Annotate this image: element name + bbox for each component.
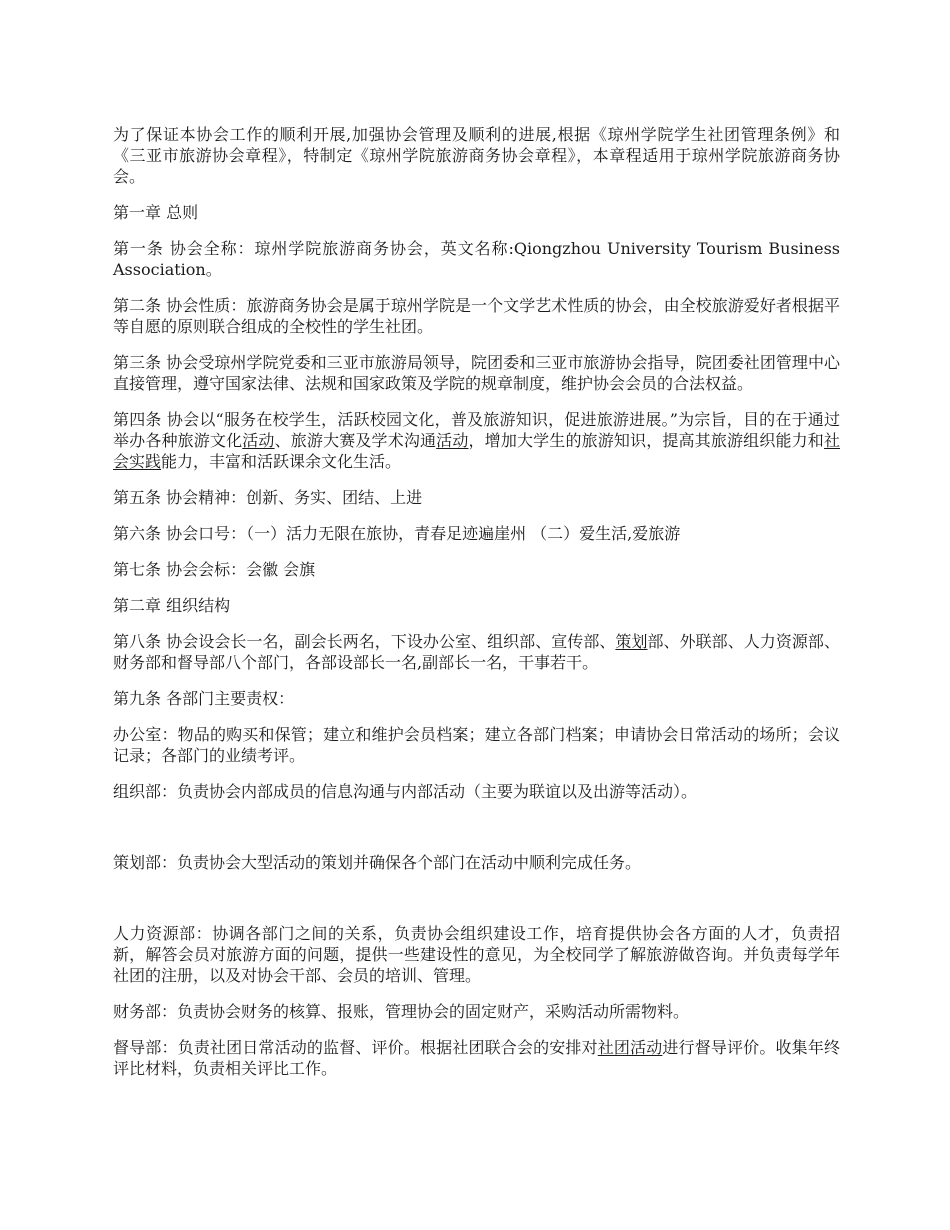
activity-link-2[interactable]: 活动 (436, 431, 469, 450)
article-1: 第一条 协会全称：琼州学院旅游商务协会，英文名称:Qiongzhou University Tourism Business Association。 (113, 239, 840, 279)
article-6: 第六条 协会口号：（一）活力无限在旅协，青春足迹遍崖州 （二）爱生活,爱旅游 (113, 524, 681, 543)
article-4 (113, 409, 840, 472)
article-4-text-3: ，增加大学生的旅游知识，提高其旅游组织能力和 (468, 431, 824, 450)
planning-dept-duties: 策划部：负责协会大型活动的策划并确保各个部门在活动中顺利完成任务。 (113, 853, 642, 872)
chapter-1-heading: 第一章 总则 (113, 203, 199, 222)
article-9: 第九条 各部门主要责权： (113, 689, 295, 708)
office-duties: 办公室：物品的购买和保管；建立和维护会员档案；建立各部门档案；申请协会日常活动的场所；会议记录；各部门的业绩考评。 (113, 725, 840, 765)
article-3: 第三条 协会受琼州学院党委和三亚市旅游局领导，院团委和三亚市旅游协会指导，院团委社团管理中心直接管理，遵守国家法律、法规和国家政策及学院的规章制度，维护协会会员的合法权益。 (113, 353, 840, 393)
club-activity-link[interactable]: 社团活动 (597, 1038, 663, 1057)
article-4-text-2: 、旅游大赛及学术沟通 (274, 431, 437, 450)
article-5: 第五条 协会精神：创新、务实、团结、上进 (113, 488, 423, 507)
document-body (113, 124, 840, 1094)
article-8-text-1: 第八条 协会设会长一名，副会长两名，下设办公室、组织部、宣传部、 (113, 632, 616, 651)
social-practice-link[interactable]: 社会实践 (113, 431, 840, 471)
article-8-text-2: 部、外联部、人力资源部、财务部和督导部八个部门，各部设部长一名,副部长一名，干事若干。 (113, 632, 840, 672)
supervision-dept-duties (113, 1037, 840, 1079)
chapter-2-heading: 第二章 组织结构 (113, 596, 231, 615)
article-4-text-1: 第四条 协会以“服务在校学生，活跃校园文化，普及旅游知识，促进旅游进展。”为宗旨，目的在于通过举办各种旅游文化 (113, 410, 840, 450)
supervision-text-2: 进行督导评价。收集年终评比材料，负责相关评比工作。 (113, 1038, 840, 1078)
article-8 (113, 631, 840, 673)
activity-link[interactable]: 活动 (242, 431, 275, 450)
supervision-text-1: 督导部：负责社团日常活动的监督、评价。根据社团联合会的安排对 (113, 1038, 598, 1057)
organization-dept-duties: 组织部：负责协会内部成员的信息沟通与内部活动（主要为联谊以及出游等活动）。 (113, 782, 698, 801)
intro-paragraph: 为了保证本协会工作的顺利开展,加强协会管理及顺利的进展,根据《琼州学院学生社团管理条例》和《三亚市旅游协会章程》，特制定《琼州学院旅游商务协会章程》，本章程适用于琼州学院旅游商务协会。 (113, 125, 840, 186)
article-4-text-4: 能力，丰富和活跃课余文化生活。 (161, 452, 402, 471)
finance-dept-duties: 财务部：负责协会财务的核算、报账，管理协会的固定财产，采购活动所需物料。 (113, 1002, 690, 1021)
article-7: 第七条 协会会标：会徽 会旗 (113, 560, 316, 579)
planning-link[interactable]: 策划 (615, 632, 648, 651)
hr-dept-duties: 人力资源部：协调各部门之间的关系，负责协会组织建设工作，培育提供协会各方面的人才，负责招新，解答会员对旅游方面的问题，提供一些建设性的意见，为全校同学了解旅游做咨询。并负责每学年社团的注册，以及对协会干部、会员的培训、管理。 (113, 924, 840, 985)
article-2: 第二条 协会性质：旅游商务协会是属于琼州学院是一个文学艺术性质的协会，由全校旅游爱好者根据平等自愿的原则联合组成的全校性的学生社团。 (113, 296, 840, 336)
